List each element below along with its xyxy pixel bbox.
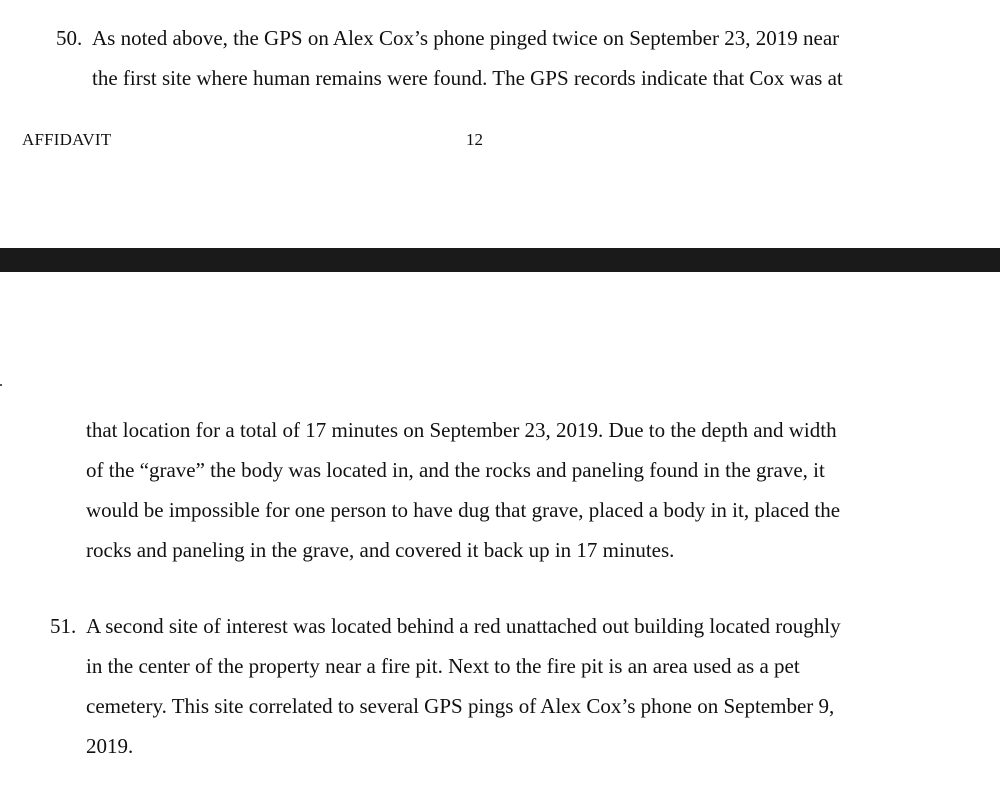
footer-affidavit-label: AFFIDAVIT bbox=[22, 130, 112, 149]
document-page-upper bbox=[0, 0, 1000, 248]
paragraph-50-line-2: the first site where human remains were found. The GPS records indicate that Cox was at bbox=[92, 66, 843, 90]
paragraph-50-continued-line-1: that location for a total of 17 minutes on September 23, 2019. Due to the depth and width bbox=[86, 418, 837, 442]
paragraph-50-line-1: As noted above, the GPS on Alex Cox’s phone pinged twice on September 23, 2019 near bbox=[92, 26, 840, 50]
paragraph-50-continued-line-3: would be impossible for one person to have dug that grave, placed a body in it, placed the bbox=[86, 498, 841, 522]
paragraph-50-number: 50. bbox=[56, 26, 83, 50]
paragraph-51-line-3: cemetery. This site correlated to several GPS pings of Alex Cox’s phone on September 9, bbox=[86, 694, 835, 718]
paragraph-50-continued-line-4: rocks and paneling in the grave, and covered it back up in 17 minutes. bbox=[86, 538, 675, 562]
paragraph-50-continued-line-2: of the “grave” the body was located in, and the rocks and paneling found in the grave, it bbox=[86, 458, 825, 482]
page-separator-bar bbox=[0, 248, 1000, 272]
paragraph-51-number: 51. bbox=[50, 614, 77, 638]
bleed-through-text bbox=[0, 260, 1000, 272]
footer-page-number: 12 bbox=[466, 130, 483, 149]
scan-speck bbox=[0, 384, 2, 386]
document-page-lower bbox=[0, 272, 1000, 798]
paragraph-51-line-4: 2019. bbox=[86, 734, 134, 758]
paragraph-51-line-2: in the center of the property near a fire pit. Next to the fire pit is an area used as a pet bbox=[86, 654, 800, 678]
paragraph-51-line-1: A second site of interest was located behind a red unattached out building located roughly bbox=[86, 614, 841, 638]
